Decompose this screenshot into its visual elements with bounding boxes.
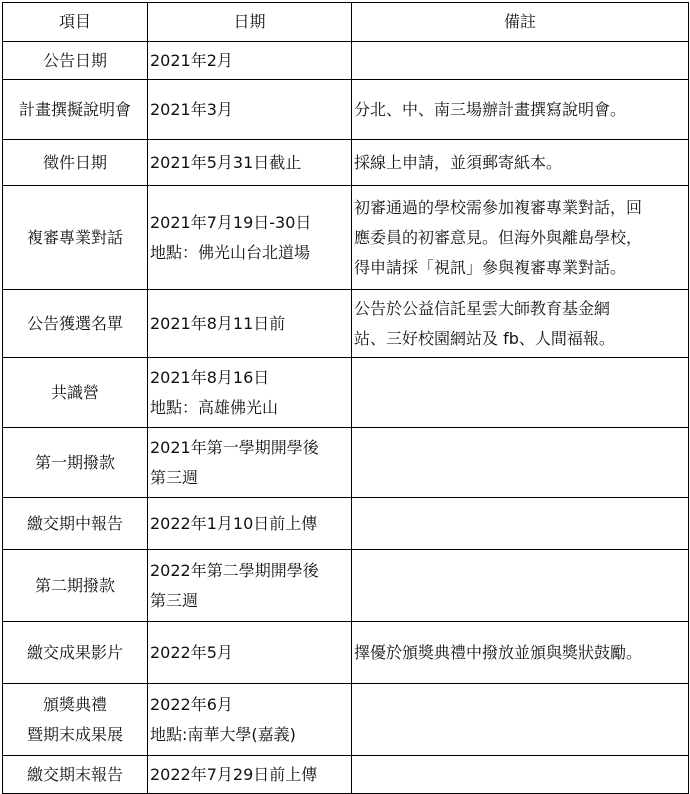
date-cell xyxy=(148,80,352,140)
table-row xyxy=(3,622,689,684)
table-row xyxy=(3,80,689,140)
table-row xyxy=(3,42,689,80)
schedule-body xyxy=(3,42,689,794)
note-line: 分北、中、南三場辦計畫撰寫說明會。 xyxy=(354,99,627,119)
item-cell xyxy=(3,550,148,622)
date-line: 2022年1月10日前上傳 xyxy=(150,513,318,533)
note-cell xyxy=(352,140,689,186)
table-row xyxy=(3,756,689,794)
note-line: 擇優於頒獎典禮中撥放並頒與獎狀鼓勵。 xyxy=(354,642,643,662)
note-line: 初審通過的學校需參加複審專業對話，回 xyxy=(354,197,643,217)
item-cell xyxy=(3,684,148,756)
date-line: 第三週 xyxy=(150,590,199,610)
item-cell xyxy=(3,186,148,290)
date-line: 2021年2月 xyxy=(150,50,233,70)
date-line: 2021年8月16日 xyxy=(150,367,270,387)
note-cell xyxy=(352,290,689,358)
note-line: 採線上申請，並須郵寄紙本。 xyxy=(354,152,563,172)
date-line: 地點：高雄佛光山 xyxy=(150,397,279,417)
date-line: 2022年6月 xyxy=(150,694,233,714)
item-line: 頒獎典禮 xyxy=(42,694,107,714)
date-line: 2022年5月 xyxy=(150,642,233,662)
note-cell xyxy=(352,80,689,140)
item-line: 繳交期中報告 xyxy=(26,513,123,533)
item-line: 計畫撰擬說明會 xyxy=(18,99,131,119)
note-line: 站、三好校園網站及 fb、人間福報。 xyxy=(354,328,615,348)
note-line: 公告於公益信託星雲大師教育基金網 xyxy=(354,298,611,318)
item-line: 第一期撥款 xyxy=(34,452,115,472)
item-cell xyxy=(3,756,148,794)
table-row xyxy=(3,140,689,186)
item-cell xyxy=(3,358,148,428)
date-line: 第三週 xyxy=(150,467,199,487)
table-row xyxy=(3,498,689,550)
table-row xyxy=(3,428,689,498)
note-cell xyxy=(352,550,689,622)
item-line: 複審專業對話 xyxy=(26,227,123,247)
date-line: 2022年7月29日前上傳 xyxy=(150,764,318,784)
date-cell xyxy=(148,684,352,756)
item-line: 公告獲選名單 xyxy=(26,313,123,333)
header-row xyxy=(3,3,689,42)
header-note: 備註 xyxy=(352,3,689,42)
item-line: 徵件日期 xyxy=(42,152,107,172)
table-row xyxy=(3,684,689,756)
note-line: 得申請採「視訊」參與複審專業對話。 xyxy=(354,257,627,277)
date-line: 2021年7月19日-30日 xyxy=(150,212,312,232)
note-cell xyxy=(352,42,689,80)
date-line: 2021年3月 xyxy=(150,99,233,119)
table-row xyxy=(3,358,689,428)
header-date: 日期 xyxy=(148,3,352,42)
note-cell xyxy=(352,498,689,550)
item-line: 公告日期 xyxy=(42,50,107,70)
date-cell xyxy=(148,42,352,80)
date-cell xyxy=(148,290,352,358)
note-cell xyxy=(352,186,689,290)
note-cell xyxy=(352,622,689,684)
item-cell xyxy=(3,622,148,684)
schedule-table xyxy=(2,2,689,794)
date-cell xyxy=(148,140,352,186)
note-cell xyxy=(352,684,689,756)
item-line: 第二期撥款 xyxy=(34,575,115,595)
note-line: 應委員的初審意見。但海外與離島學校， xyxy=(354,227,643,247)
item-line: 繳交成果影片 xyxy=(26,642,123,662)
table-row xyxy=(3,550,689,622)
item-cell xyxy=(3,498,148,550)
table-row xyxy=(3,290,689,358)
date-line: 地點:南華大學(嘉義) xyxy=(150,724,296,744)
date-cell xyxy=(148,358,352,428)
date-cell xyxy=(148,428,352,498)
table-row xyxy=(3,186,689,290)
note-cell xyxy=(352,358,689,428)
item-line: 繳交期末報告 xyxy=(26,764,123,784)
item-cell xyxy=(3,428,148,498)
note-cell xyxy=(352,428,689,498)
date-line: 2022年第二學期開學後 xyxy=(150,560,319,580)
item-cell xyxy=(3,140,148,186)
item-cell xyxy=(3,42,148,80)
date-cell xyxy=(148,622,352,684)
date-line: 2021年第一學期開學後 xyxy=(150,437,319,457)
note-cell xyxy=(352,756,689,794)
date-line: 2021年5月31日截止 xyxy=(150,152,302,172)
date-line: 地點：佛光山台北道場 xyxy=(150,242,311,262)
date-cell xyxy=(148,186,352,290)
item-line: 暨期末成果展 xyxy=(26,724,123,744)
date-cell xyxy=(148,756,352,794)
date-cell xyxy=(148,498,352,550)
header-item: 項目 xyxy=(3,3,148,42)
item-cell xyxy=(3,80,148,140)
item-line: 共識營 xyxy=(50,382,99,402)
item-cell xyxy=(3,290,148,358)
date-line: 2021年8月11日前 xyxy=(150,313,286,333)
date-cell xyxy=(148,550,352,622)
